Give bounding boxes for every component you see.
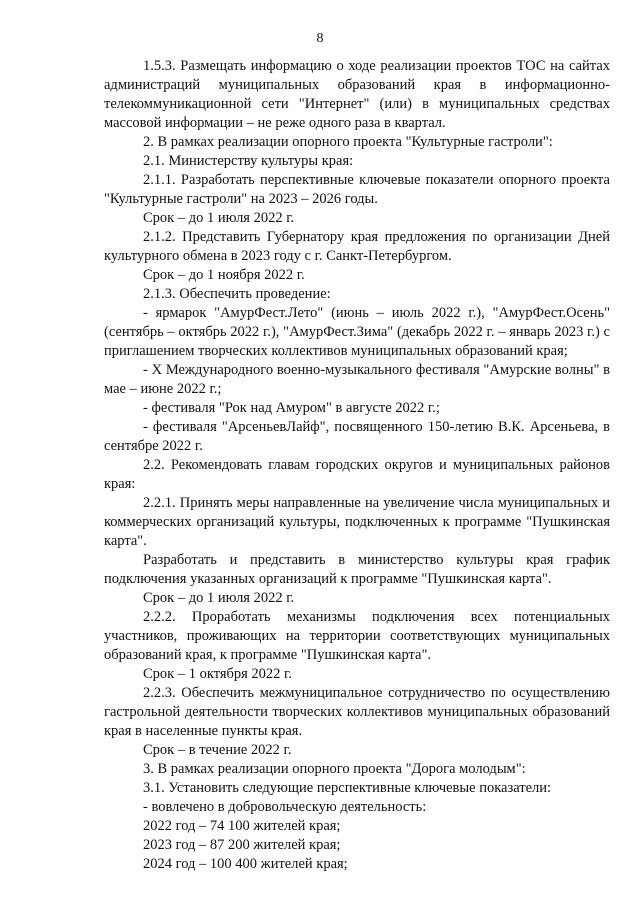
paragraph: 3.1. Установить следующие перспективные ключевые показатели:: [143, 780, 552, 796]
list-item: - фестиваля "Рок над Амуром" в августе 2022 г.;: [143, 400, 440, 416]
paragraph: 2.1.1. Разработать перспективные ключевые показатели опорного проекта "Культурные гастроли" на 2023 – 2026 годы.: [104, 172, 610, 207]
indicator-line: 2024 год – 100 400 жителей края;: [143, 856, 348, 872]
list-item: - вовлечено в добровольческую деятельность:: [143, 799, 427, 815]
paragraph: 1.5.3. Размещать информацию о ходе реализации проектов ТОС на сайтах администраций муниципальных образований края в информационно-телекоммуникационной сети "Интернет" (или) в муниципальных средствах массовой информации – не реже одного раза в квартал.: [104, 58, 610, 131]
paragraph: 2.2.2. Проработать механизмы подключения всех потенциальных участников, проживающих на территории соответствующих муниципальных образований края, к программе "Пушкинская карта".: [104, 609, 610, 663]
paragraph: 2.1.2. Представить Губернатору края предложения по организации Дней культурного обмена в 2023 году с г. Санкт-Петербургом.: [104, 229, 610, 264]
deadline-text: Срок – в течение 2022 г.: [143, 742, 292, 758]
paragraph: 2.2. Рекомендовать главам городских округов и муниципальных районов края:: [104, 457, 610, 492]
section-heading: 3. В рамках реализации опорного проекта "Дорога молодым":: [143, 761, 526, 777]
paragraph: 2.2.3. Обеспечить межмуниципальное сотрудничество по осуществлению гастрольной деятельности творческих коллективов муниципальных образований края в населенные пункты края.: [104, 685, 610, 739]
page-number: 8: [316, 31, 324, 46]
paragraph: Разработать и представить в министерство культуры края график подключения указанных организаций к программе "Пушкинская карта".: [104, 552, 610, 587]
deadline-text: Срок – до 1 ноября 2022 г.: [143, 267, 305, 283]
paragraph: 2.1. Министерству культуры края:: [143, 153, 354, 169]
deadline-text: Срок – до 1 июля 2022 г.: [143, 590, 295, 606]
section-heading: 2. В рамках реализации опорного проекта "Культурные гастроли":: [143, 134, 553, 150]
list-item: - X Международного военно-музыкального фестиваля "Амурские волны" в мае – июне 2022 г.;: [104, 362, 610, 397]
deadline-text: Срок – 1 октября 2022 г.: [143, 666, 292, 682]
document-body: [104, 57, 610, 874]
indicator-line: 2023 год – 87 200 жителей края;: [143, 837, 341, 853]
list-item: - ярмарок "АмурФест.Лето" (июнь – июль 2022 г.), "АмурФест.Осень" (сентябрь – октябрь 2022 г.), "АмурФест.Зима" (декабрь 2022 г. – январь 2023 г.) с приглашением творческих коллективов муниципальных образований края;: [104, 305, 610, 359]
deadline-text: Срок – до 1 июля 2022 г.: [143, 210, 295, 226]
indicator-line: 2022 год – 74 100 жителей края;: [143, 818, 341, 834]
list-item: - фестиваля "АрсеньевЛайф", посвященного 150-летию В.К. Арсеньева, в сентябре 2022 г.: [104, 419, 610, 454]
paragraph: 2.2.1. Принять меры направленные на увеличение числа муниципальных и коммерческих организаций культуры, подключенных к программе "Пушкинская карта".: [104, 495, 610, 549]
paragraph: 2.1.3. Обеспечить проведение:: [143, 286, 331, 302]
